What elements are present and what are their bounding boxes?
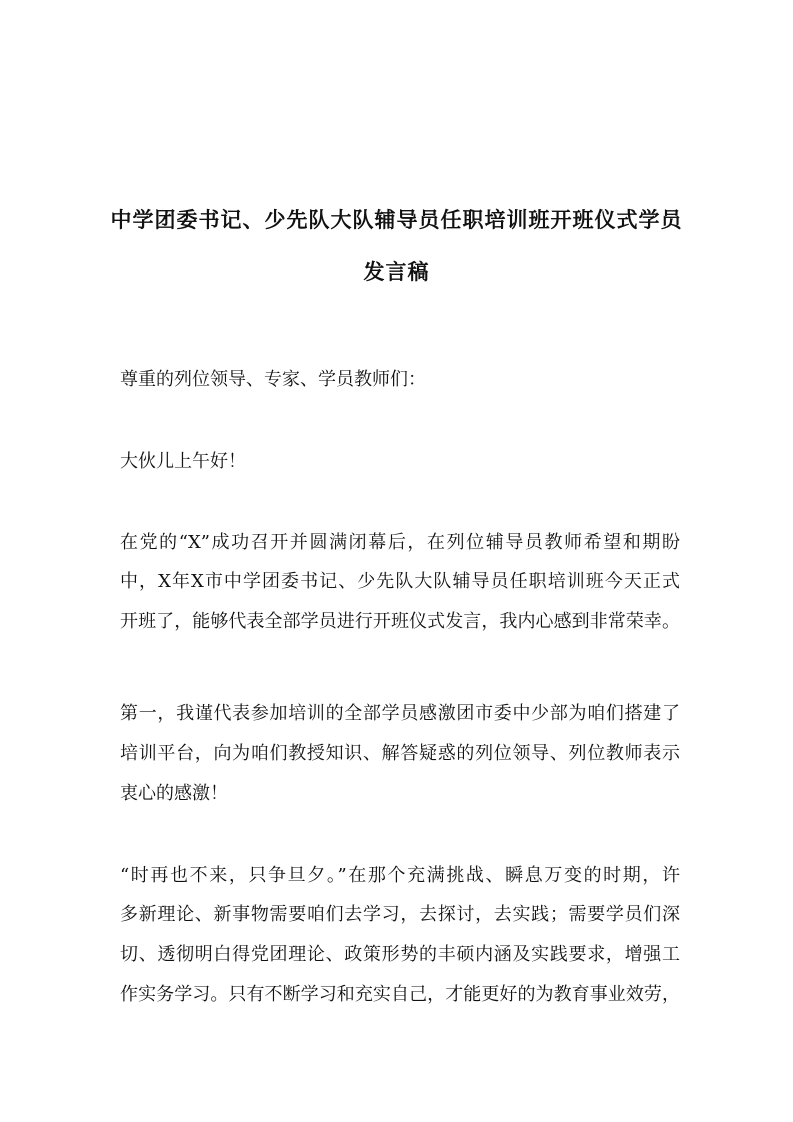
greeting: 大伙儿上午好！ bbox=[120, 451, 246, 472]
paragraph-3-line-1: “时再也不来，只争旦夕。”在那个充满挑战、瞬息万变的时期，许 bbox=[120, 865, 680, 886]
paragraph-3-line-2: 多新理论、新事物需要咱们去学习，去探讨，去实践；需要学员们深 bbox=[120, 904, 680, 925]
paragraph-2-line-2: 培训平台，向为咱们教授知识、解答疑惑的列位领导、列位教师表示 bbox=[120, 743, 680, 764]
paragraph-1-line-1: 在党的“X”成功召开并圆满闭幕后，在列位辅导员教师希望和期盼 bbox=[120, 532, 680, 553]
document-title-line-1: 中学团委书记、少先队大队辅导员任职培训班开班仪式学员 bbox=[110, 208, 683, 232]
salutation: 尊重的列位领导、专家、学员教师们： bbox=[120, 369, 426, 390]
paragraph-2-line-1: 第一，我谨代表参加培训的全部学员感激团市委中少部为咱们搭建了 bbox=[120, 703, 680, 724]
document-title-line-2: 发言稿 bbox=[363, 260, 430, 284]
paragraph-1-line-2: 中，X年X市中学团委书记、少先队大队辅导员任职培训班今天正式 bbox=[120, 571, 680, 592]
paragraph-3-line-3: 切、透彻明白得党团理论、政策形势的丰硕内涵及实践要求，增强工 bbox=[120, 944, 680, 965]
paragraph-1-line-3: 开班了，能够代表全部学员进行开班仪式发言，我内心感到非常荣幸。 bbox=[120, 611, 680, 632]
paragraph-2-line-3: 衷心的感激！ bbox=[120, 783, 228, 804]
paragraph-3-line-4: 作实务学习。只有不断学习和充实自己，才能更好的为教育事业效劳， bbox=[120, 984, 680, 1005]
